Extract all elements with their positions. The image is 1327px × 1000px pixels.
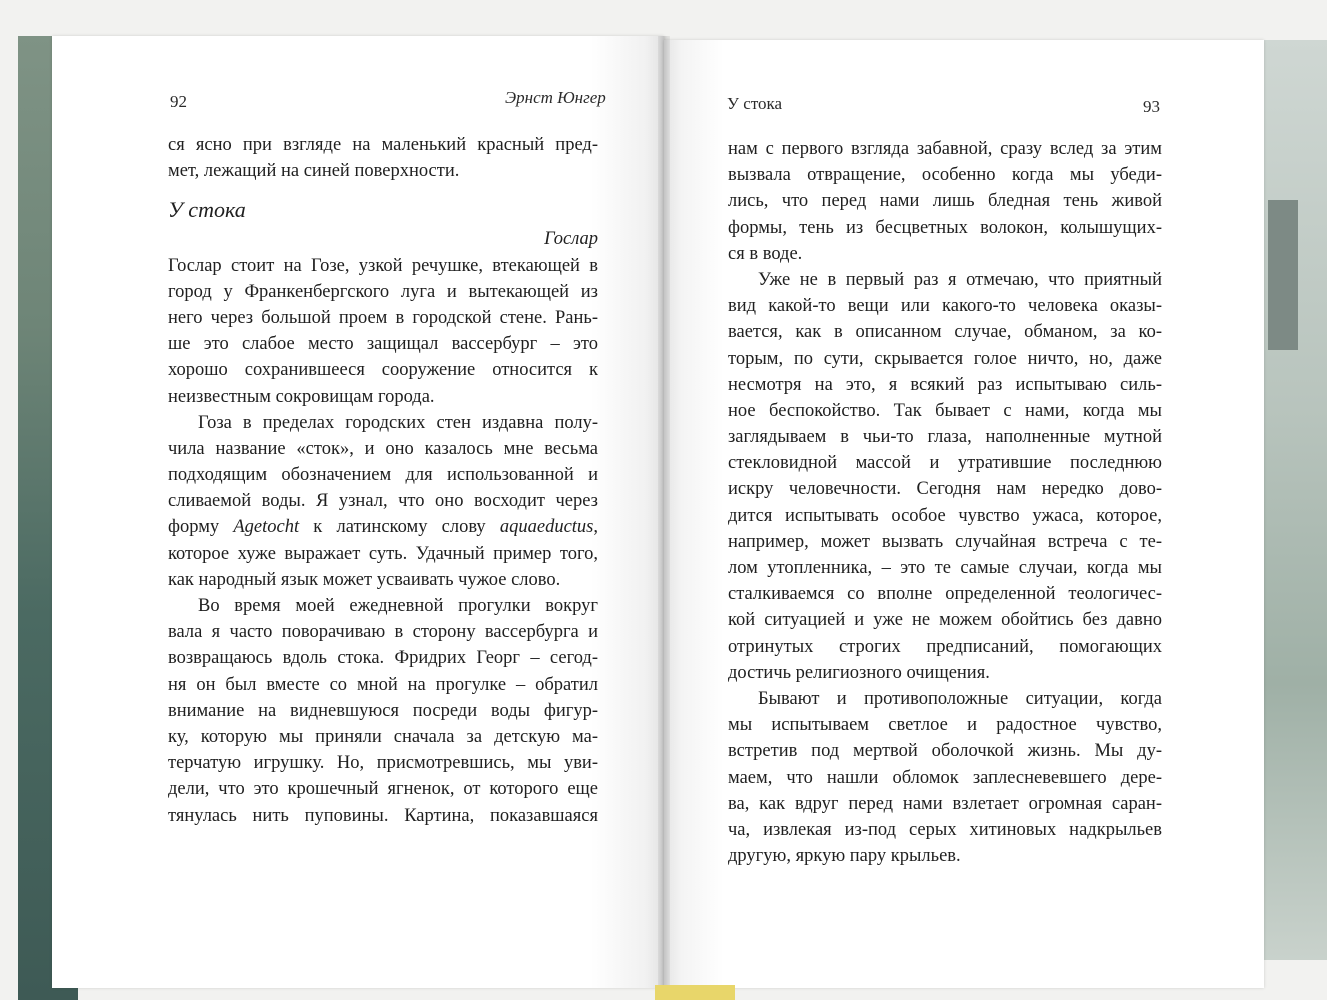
text-line: ше это слабое место защищал вассербург – это <box>168 334 598 355</box>
text-line: достичь религиозного очищения. <box>728 662 990 683</box>
text-line: ся ясно при взгляде на маленький красный пред- <box>168 135 598 155</box>
right-page-text <box>728 136 1162 869</box>
text-line: дится испытывать особое чувство ужаса, которое, <box>728 505 1162 526</box>
left-page-number: 92 <box>170 92 187 111</box>
text-line: искру человечности. Сегодня нам нередко дово- <box>728 479 1162 500</box>
text-line: сливаемой воды. Я узнал, что оно восходит через <box>168 491 598 512</box>
text-line: вается, как в описанном случае, обманом, за ко- <box>728 322 1162 343</box>
text-line: Бывают и противоположные ситуации, когда <box>758 688 1162 709</box>
text-line: как народный язык может усваивать чужое слово. <box>168 569 561 590</box>
text-line: отринутых строгих предписаний, помогающих <box>728 636 1162 657</box>
section-heading: У стока <box>168 197 246 223</box>
text-line: возвращаюсь вдоль стока. Фридрих Георг – сегод- <box>168 648 598 669</box>
text-line: например, может вызвать случайная встреча с те- <box>728 531 1162 552</box>
italic-term: aquaeductus <box>499 517 594 538</box>
text-line: другую, яркую пару крыльев. <box>728 846 961 867</box>
text-line: встретив под мертвой оболочкой жизнь. Мы ду- <box>728 741 1162 762</box>
text-line: стекловидной массой и утратившие последнюю <box>728 453 1162 474</box>
text-line: лись, что перед нами лишь бледная тень живой <box>728 191 1162 212</box>
right-page-number: 93 <box>1143 97 1160 116</box>
text-line: вызвала отвращение, особенно когда мы убеди- <box>728 165 1162 186</box>
text-line: Во время моей ежедневной прогулки вокруг <box>198 596 598 616</box>
left-lines-before-heading <box>168 132 598 184</box>
text-line: вид какой-то вещи или какого-то человека оказы- <box>728 296 1162 317</box>
text-line: ное беспокойство. Так бывает с нами, когда мы <box>728 400 1162 421</box>
text-line: ся в воде. <box>728 243 803 264</box>
text-fragment: к латинскому слову <box>299 517 500 538</box>
left-page-text <box>168 132 598 829</box>
book-cover-detail <box>1268 200 1298 350</box>
text-line: мы испытываем светлое и радостное чувство, <box>728 715 1162 736</box>
text-line: Уже не в первый раз я отмечаю, что приятный <box>758 269 1162 290</box>
text-line: подходящим обозначением для использованной и <box>168 465 598 486</box>
right-running-head: У стока <box>727 94 783 113</box>
text-line: неизвестным сокровищам города. <box>168 386 435 407</box>
text-line: дели, что это крошечный ягненок, от которого еще <box>168 779 598 800</box>
text-line: внимание на видневшуюся посреди воды фигур- <box>168 700 598 721</box>
bookmark-ribbon <box>655 985 735 1000</box>
text-line: вала я часто поворачиваю в сторону вассербурга и <box>168 622 598 643</box>
text-line: Гослар стоит на Гозе, узкой речушке, втекающей в <box>168 255 598 276</box>
text-line: тянулась нить пуповины. Картина, показавшаяся <box>168 805 598 826</box>
text-line: сталкиваемся со вполне определенной теологичес- <box>728 584 1162 605</box>
text-line: формы, тень из бесцветных волокон, колышущих- <box>728 217 1162 238</box>
text-line: мет, лежащий на синей поверхности. <box>168 161 460 182</box>
text-line: несмотря на это, я всякий раз испытываю силь- <box>728 374 1162 395</box>
text-line: маем, что нашли обломок заплесневевшего дере- <box>728 767 1162 788</box>
text-fragment: , <box>593 517 599 538</box>
book-gutter <box>658 36 670 988</box>
text-line: ку, которую мы приняли сначала за детскую ма- <box>168 726 598 747</box>
text-line: лом утопленника, – это те самые случаи, когда мы <box>728 558 1162 578</box>
text-line: Гоза в пределах городских стен издавна полу- <box>198 412 598 433</box>
text-fragment: форму <box>168 517 234 538</box>
place-label: Гослар <box>544 229 598 250</box>
text-line: город у Франкенбергского луга и вытекающей из <box>168 281 598 302</box>
text-line: ва, как вдруг перед нами взлетает огромная саран- <box>728 793 1162 814</box>
text-line: нам с первого взгляда забавной, сразу вслед за этим <box>728 139 1162 159</box>
right-lines <box>728 136 1162 869</box>
left-lines-after-heading <box>168 253 598 829</box>
text-line: кой ситуацией и уже не можем обойтись без давно <box>728 610 1162 631</box>
left-running-head: Эрнст Юнгер <box>505 88 606 107</box>
text-line: терчатую игрушку. Но, присмотревшись, мы уви- <box>168 753 598 774</box>
text-line: заглядываем в чьи-то глаза, наполненные мутной <box>728 427 1162 448</box>
italic-term: Agetocht <box>233 517 300 538</box>
text-line: него через большой проем в городской стене. Рань- <box>168 307 598 328</box>
text-line: чила название «сток», и оно казалось мне весьма <box>168 438 598 459</box>
text-line: торым, по сути, скрывается голое ничто, но, даже <box>728 348 1162 369</box>
text-line: ня он был вместе со мной на прогулке – обратил <box>168 674 598 695</box>
text-line: ча, извлекая из-под серых хитиновых надкрыльев <box>728 819 1162 840</box>
text-line: хорошо сохранившееся сооружение относится к <box>168 360 598 381</box>
text-line: которое хуже выражает суть. Удачный пример того, <box>168 543 598 564</box>
text-line <box>168 514 598 540</box>
